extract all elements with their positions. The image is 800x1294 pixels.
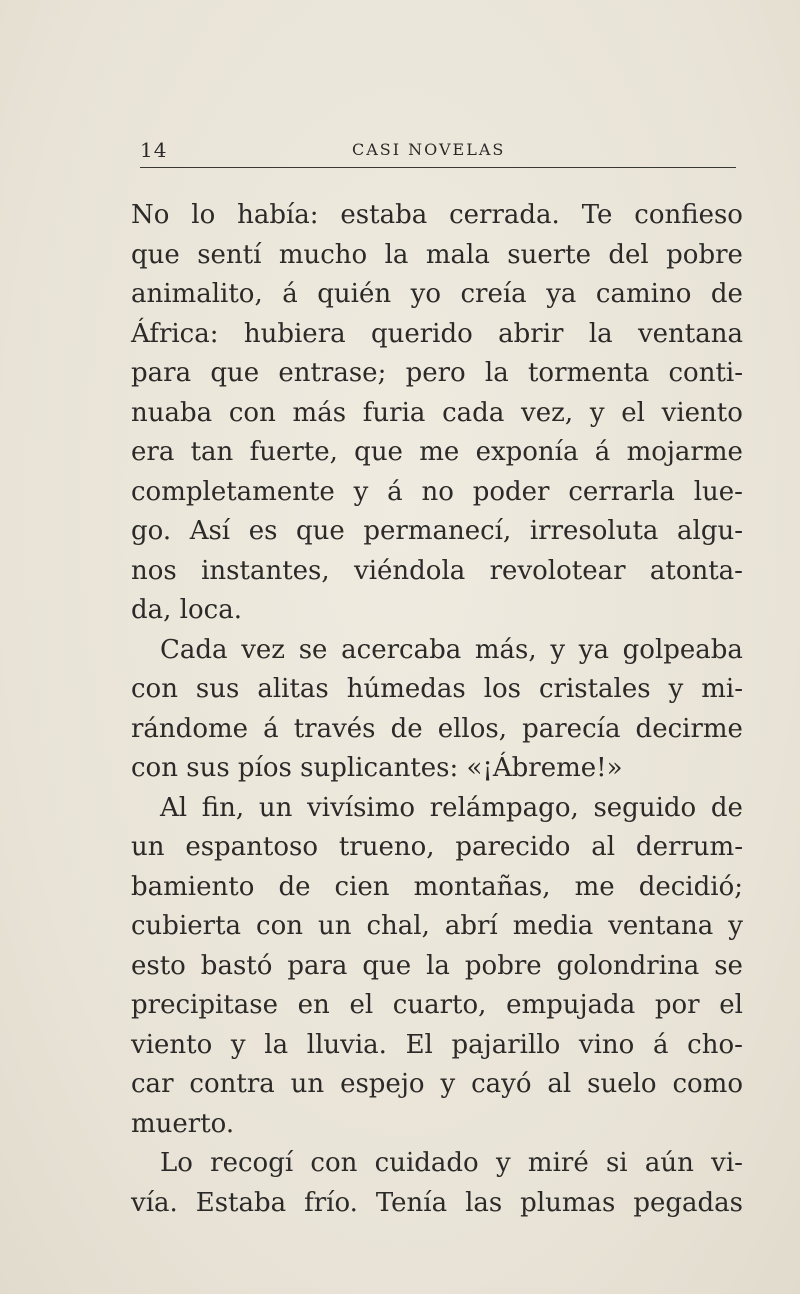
text-line: era tan fuerte, que me exponía á mojarme [131, 437, 743, 467]
text-line: precipitase en el cuarto, empujada por el [131, 990, 743, 1020]
text-line: da, loca. [131, 595, 242, 625]
text-line: nuaba con más furia cada vez, y el viento [131, 397, 743, 428]
text-line: rándome á través de ellos, parecía decirme [131, 713, 743, 744]
text-line: nos instantes, viéndola revolotear atonta- [131, 555, 743, 586]
text-line: cubierta con un chal, abrí media ventana y [131, 911, 743, 941]
body-text [131, 196, 743, 1223]
text-line: África: hubiera querido abrir la ventana [131, 318, 743, 349]
text-line: animalito, á quién yo creía ya camino de [131, 279, 743, 309]
text-line: con sus píos suplicantes: «¡Ábreme!» [131, 753, 623, 783]
text-line: car contra un espejo y cayó al suelo como [131, 1069, 743, 1099]
text-line: con sus alitas húmedas los cristales y mi- [131, 674, 743, 704]
text-line: Lo recogí con cuidado y miré si aún vi- [160, 1148, 743, 1178]
text-line: completamente y á no poder cerrarla lue- [131, 476, 743, 507]
text-line: No lo había: estaba cerrada. Te confieso [131, 200, 743, 230]
header-rule [140, 167, 736, 168]
running-title: CASI NOVELAS [352, 140, 506, 159]
text-line: para que entrase; pero la tormenta conti- [131, 358, 743, 388]
text-line: bamiento de cien montañas, me decidió; [131, 871, 743, 902]
page-number: 14 [140, 138, 168, 162]
text-line: que sentí mucho la mala suerte del pobre [131, 239, 743, 270]
text-line: muerto. [131, 1108, 235, 1139]
text-line: vía. Estaba frío. Tenía las plumas pegadas [131, 1187, 743, 1218]
text-line: Al fin, un vivísimo relámpago, seguido de [160, 792, 743, 823]
text-line: go. Así es que permanecí, irresoluta algu- [131, 516, 743, 546]
page-header [140, 130, 736, 170]
text-line: un espantoso trueno, parecido al derrum- [131, 832, 743, 862]
text-line: esto bastó para que la pobre golondrina se [131, 950, 743, 981]
text-line: viento y la lluvia. El pajarillo vino á cho- [131, 1029, 743, 1060]
text-line: Cada vez se acercaba más, y ya golpeaba [160, 634, 743, 665]
